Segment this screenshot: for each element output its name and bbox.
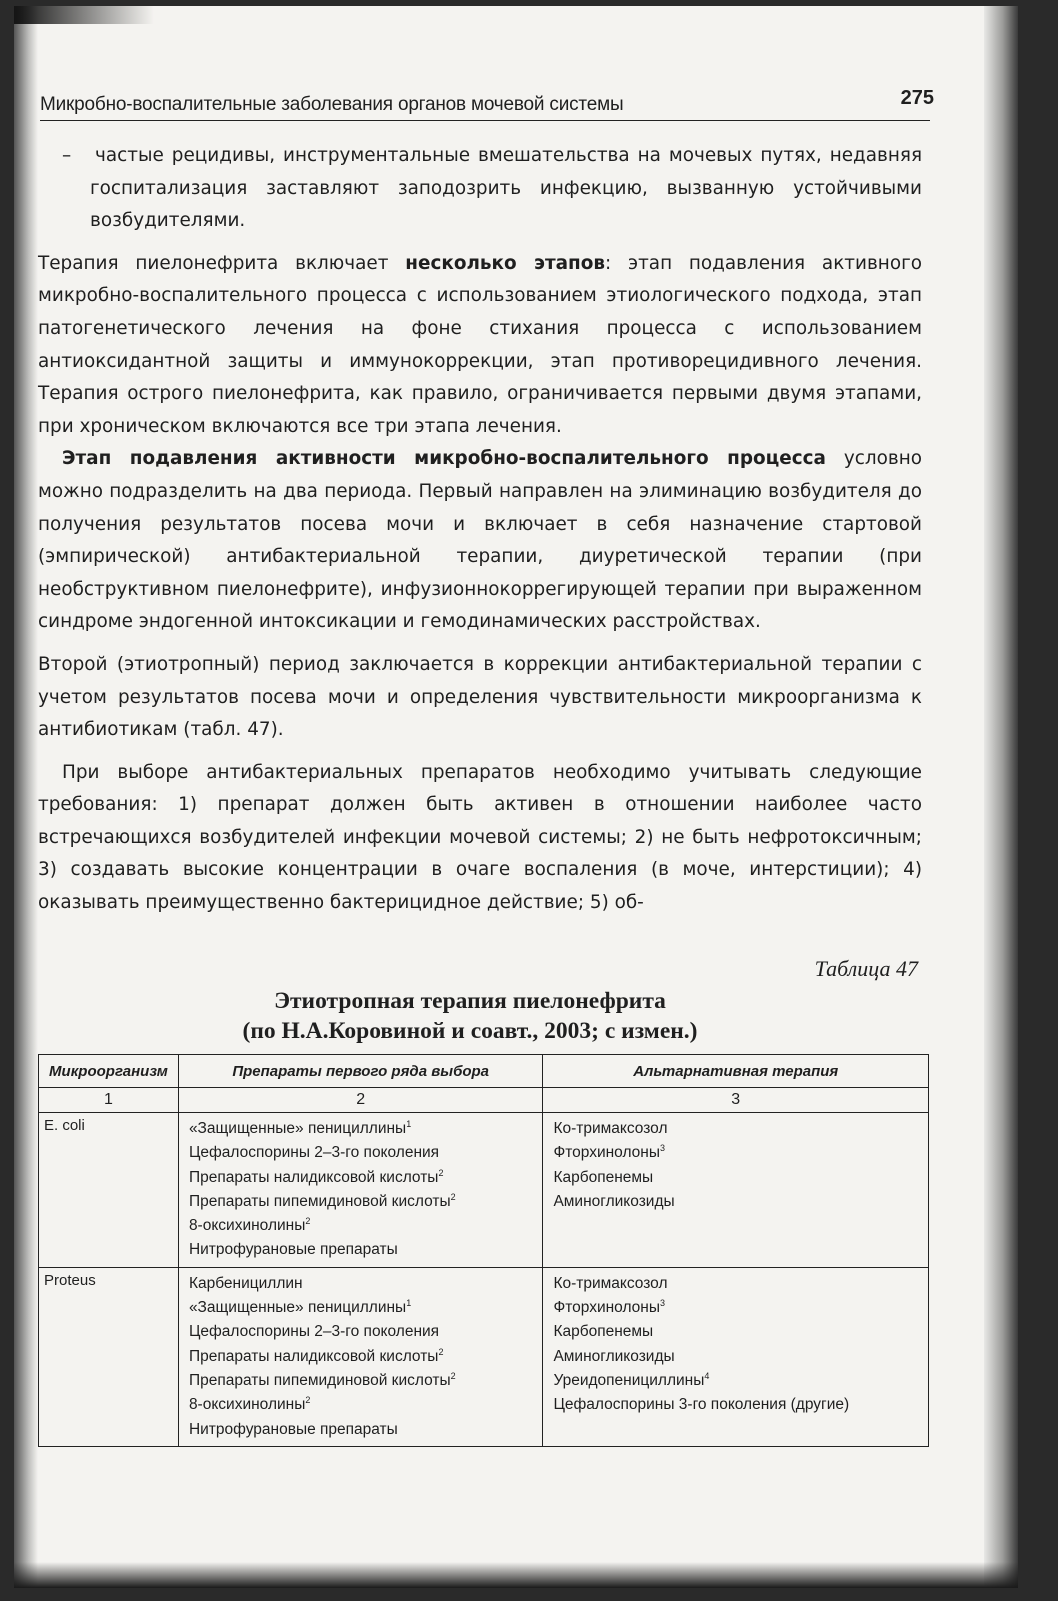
drug-name: Препараты пипемидиновой кислоты bbox=[188, 1192, 451, 1210]
drug-item bbox=[189, 1296, 534, 1320]
paragraph-text: условно можно подразделить на два периода. Первый направлен на элиминацию возбудителя до получения результатов посева мочи и включает в себя назначение стартовой (эмпирической) антибактериальной терапии, диуретической терапии (при необструктивном пиелонефрите), инфузионнокоррегирующей терапии при выраженном синдроме эндогенной интоксикации и гемодинамических расстройствах. bbox=[38, 448, 922, 633]
drug-name: Карбопенемы bbox=[553, 1168, 654, 1186]
footnote-marker: 3 bbox=[660, 1143, 666, 1154]
drug-name: Ко-тримаксозол bbox=[553, 1120, 668, 1137]
drug-name: Препараты налидиксовой кислоты bbox=[188, 1347, 439, 1365]
first-line-drugs-cell bbox=[178, 1267, 543, 1446]
drug-item bbox=[189, 1117, 534, 1141]
footnote-marker: 3 bbox=[660, 1297, 666, 1308]
drug-item bbox=[189, 1272, 534, 1296]
footnote-marker: 2 bbox=[450, 1191, 456, 1202]
drug-name: Фторхинолоны bbox=[553, 1144, 660, 1162]
drug-name: «Защищенные» пенициллины bbox=[188, 1120, 407, 1137]
drug-name: Препараты пипемидиновой кислоты bbox=[188, 1371, 451, 1389]
drug-name: Цефалоспорины 3-го поколения (другие) bbox=[553, 1396, 850, 1414]
page-edge-shadow bbox=[984, 6, 1018, 1588]
drug-item bbox=[189, 1141, 534, 1165]
drug-item bbox=[553, 1166, 919, 1190]
table-row bbox=[39, 1267, 929, 1446]
organism-cell: Proteus bbox=[39, 1267, 179, 1446]
drug-item bbox=[189, 1166, 534, 1190]
drug-item bbox=[553, 1272, 919, 1296]
footnote-marker: 2 bbox=[305, 1395, 311, 1406]
drug-name: Фторхинолоны bbox=[553, 1299, 660, 1317]
footnote-marker: 2 bbox=[438, 1346, 444, 1357]
column-number: 2 bbox=[178, 1088, 543, 1113]
footnote-marker: 2 bbox=[450, 1370, 456, 1381]
drug-name: Карбопенемы bbox=[553, 1323, 654, 1341]
paragraph-text: Второй (этиотропный) период заключается в коррекции антибактериальной терапии с учетом результатов посева мочи и определения чувствительности микроорганизма к антибиотикам (табл. 47). bbox=[38, 653, 922, 741]
drug-item bbox=[553, 1190, 919, 1214]
drug-name: 8-оксихинолины bbox=[188, 1217, 306, 1235]
footnote-marker: 2 bbox=[438, 1167, 444, 1178]
bullet-item: – частые рецидивы, инструментальные вмешательства на мочевых путях, недавняя госпитализация заставляют заподозрить инфекцию, вызванную устойчивыми возбудителями. bbox=[62, 145, 923, 232]
drug-item bbox=[189, 1369, 534, 1393]
paragraph-etiotropic-period bbox=[38, 649, 922, 747]
drug-name: Карбенициллин bbox=[188, 1274, 303, 1292]
table-header-cell: Микроорганизм bbox=[39, 1055, 179, 1088]
drug-name: Нитрофурановые препараты bbox=[188, 1420, 398, 1438]
table-subtitle: (по Н.А.Коровиной и соавт., 2003; с измен.) bbox=[242, 1018, 698, 1044]
drug-item bbox=[189, 1345, 534, 1369]
paragraph-text: : этап подавления активного микробно-воспалительного процесса с использованием этиологического подхода, этап патогенетического лечения на фоне стихания процесса с использованием антиоксидантной защиты и иммунокоррекции, этап противорецидивного лечения. Терапия острого пиелонефрита, как правило, ограничивается первыми двумя этапами, при хроническом включаются все три этапа лечения. bbox=[38, 252, 922, 437]
alternative-drugs-cell bbox=[543, 1113, 929, 1268]
first-line-drugs-cell bbox=[178, 1113, 543, 1268]
table-header-row bbox=[39, 1055, 929, 1088]
paragraph-drug-requirements bbox=[38, 757, 922, 920]
footnote-marker: 1 bbox=[406, 1118, 412, 1129]
table-header-cell: Альтарнативная терапия bbox=[543, 1055, 929, 1088]
page-gutter-shadow bbox=[14, 6, 38, 1588]
drug-name: Цефалоспорины 2–3-го поколения bbox=[188, 1323, 440, 1341]
bold-term: Этап подавления активности микробно-воспалительного процесса bbox=[62, 448, 826, 470]
table-header-cell: Препараты первого ряда выбора bbox=[178, 1055, 543, 1088]
page-header bbox=[40, 76, 934, 121]
drug-name: Препараты налидиксовой кислоты bbox=[188, 1168, 439, 1186]
page-bottom-shadow bbox=[14, 1562, 1018, 1588]
table-caption: Таблица 47 bbox=[814, 956, 918, 981]
drug-item bbox=[553, 1369, 919, 1393]
drug-item bbox=[189, 1393, 534, 1417]
drug-name: Аминогликозиды bbox=[553, 1347, 675, 1365]
organism-cell: E. coli bbox=[39, 1113, 179, 1268]
drug-item bbox=[553, 1345, 919, 1369]
therapy-table bbox=[38, 1054, 929, 1447]
drug-name: «Защищенные» пенициллины bbox=[188, 1299, 407, 1317]
footnote-marker: 4 bbox=[704, 1370, 710, 1381]
drug-name: Уреидопенициллины bbox=[553, 1371, 705, 1389]
page-top-shadow bbox=[14, 6, 154, 24]
drug-name: Ко-тримаксозол bbox=[553, 1274, 668, 1292]
drug-item bbox=[553, 1320, 919, 1344]
table-column-number-row bbox=[39, 1088, 929, 1113]
footnote-marker: 2 bbox=[305, 1216, 311, 1227]
drug-item bbox=[189, 1214, 534, 1238]
column-number: 1 bbox=[39, 1088, 179, 1113]
column-number: 3 bbox=[543, 1088, 929, 1113]
table-title: Этиотропная терапия пиелонефрита bbox=[274, 988, 666, 1014]
drug-name: 8-оксихинолины bbox=[188, 1396, 306, 1414]
drug-name: Цефалоспорины 2–3-го поколения bbox=[188, 1144, 440, 1162]
drug-name: Нитрофурановые препараты bbox=[188, 1241, 398, 1259]
bullet-text: частые рецидивы, инструментальные вмешательства на мочевых путях, недавняя госпитализация заставляют заподозрить инфекцию, вызванную устойчивыми возбудителями. bbox=[90, 145, 923, 232]
drug-item bbox=[553, 1393, 919, 1417]
drug-item bbox=[553, 1117, 919, 1141]
body-text bbox=[38, 140, 922, 920]
drug-item bbox=[553, 1141, 919, 1165]
drug-item bbox=[189, 1190, 534, 1214]
drug-name: Аминогликозиды bbox=[553, 1192, 675, 1210]
drug-item bbox=[189, 1418, 534, 1442]
table-row bbox=[39, 1113, 929, 1268]
bold-term: несколько этапов bbox=[405, 252, 605, 274]
paragraph-suppression-stage bbox=[38, 443, 922, 639]
running-title: Микробно-воспалительные заболевания органов мочевой системы bbox=[40, 94, 624, 115]
drug-item bbox=[189, 1238, 534, 1262]
paragraph-text: При выборе антибактериальных препаратов необходимо учитывать следующие требования: 1) препарат должен быть активен в отношении наиболее часто встречающихся возбудителей инфекции мочевой системы; 2) не быть нефротоксичным; 3) создавать высокие концентрации в очаге воспаления (в моче, интерстиции); 4) оказывать преимущественно бактерицидное действие; 5) об- bbox=[38, 761, 922, 914]
drug-item bbox=[189, 1320, 534, 1344]
page-number: 275 bbox=[900, 87, 934, 109]
paragraph-text: Терапия пиелонефрита включает bbox=[38, 252, 406, 274]
alternative-drugs-cell bbox=[543, 1267, 929, 1446]
book-page bbox=[14, 6, 1018, 1588]
drug-item bbox=[553, 1296, 919, 1320]
footnote-marker: 1 bbox=[406, 1297, 412, 1308]
paragraph-therapy-stages bbox=[38, 248, 922, 444]
